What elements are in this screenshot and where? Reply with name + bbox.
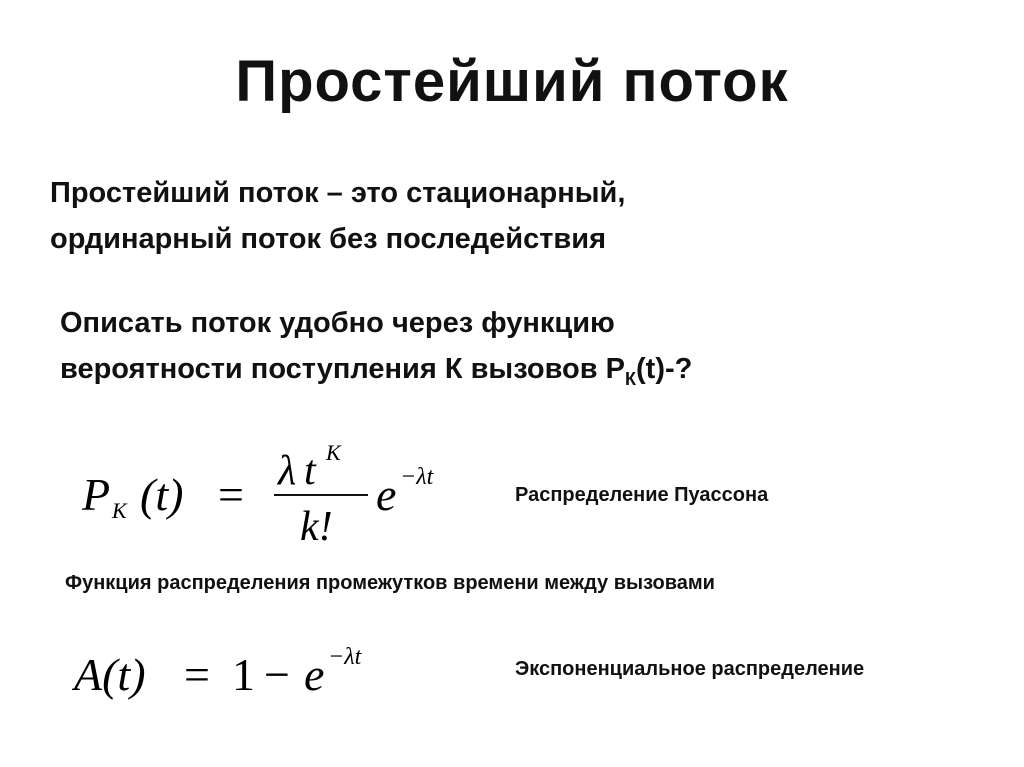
formula-denominator: k! bbox=[300, 504, 333, 550]
exp-formula-exp-power: −λt bbox=[328, 644, 362, 670]
exp-caption: Экспоненциальное распределение bbox=[515, 658, 865, 680]
formula-equals: = bbox=[218, 469, 244, 520]
formula-numerator-lambda: λ bbox=[278, 448, 297, 494]
formula-exp-base: e bbox=[376, 469, 397, 520]
definition-text bbox=[50, 170, 625, 262]
definition-line-2: ординарный поток без последействия bbox=[50, 223, 607, 255]
exp-formula-exp-base: e bbox=[304, 649, 325, 700]
formula-exp-power: −λt bbox=[400, 464, 434, 490]
exp-formula-equals: = bbox=[184, 649, 210, 700]
formula-lhs-arg: (t) bbox=[140, 469, 184, 520]
interval-caption: Функция распределения промежутков времени между вызовами bbox=[65, 572, 715, 594]
formula-lhs-symbol: P bbox=[82, 469, 111, 520]
definition-line-1: Простейший поток – это стационарный, bbox=[50, 177, 626, 209]
poisson-formula bbox=[78, 440, 498, 560]
question-line-2 bbox=[60, 346, 692, 402]
exp-formula-minus: − bbox=[264, 649, 290, 700]
exp-formula-lhs: A(t) bbox=[74, 649, 146, 700]
question-line-2-prefix: вероятности поступления К вызовов P bbox=[60, 353, 625, 385]
question-text bbox=[60, 300, 692, 402]
formula-lhs-subscript: K bbox=[112, 498, 127, 523]
exp-formula bbox=[72, 640, 432, 710]
poisson-caption: Распределение Пуассона bbox=[515, 484, 769, 506]
formula-numerator-exp: K bbox=[326, 440, 341, 465]
question-line-2-suffix: (t)-? bbox=[636, 353, 693, 385]
slide-title: Простейший поток bbox=[235, 49, 789, 114]
exp-formula-one: 1 bbox=[232, 649, 255, 700]
question-line-1: Описать поток удобно через функцию bbox=[60, 307, 615, 339]
formula-numerator-t: t bbox=[304, 448, 316, 494]
question-line-2-subscript: К bbox=[625, 368, 636, 389]
